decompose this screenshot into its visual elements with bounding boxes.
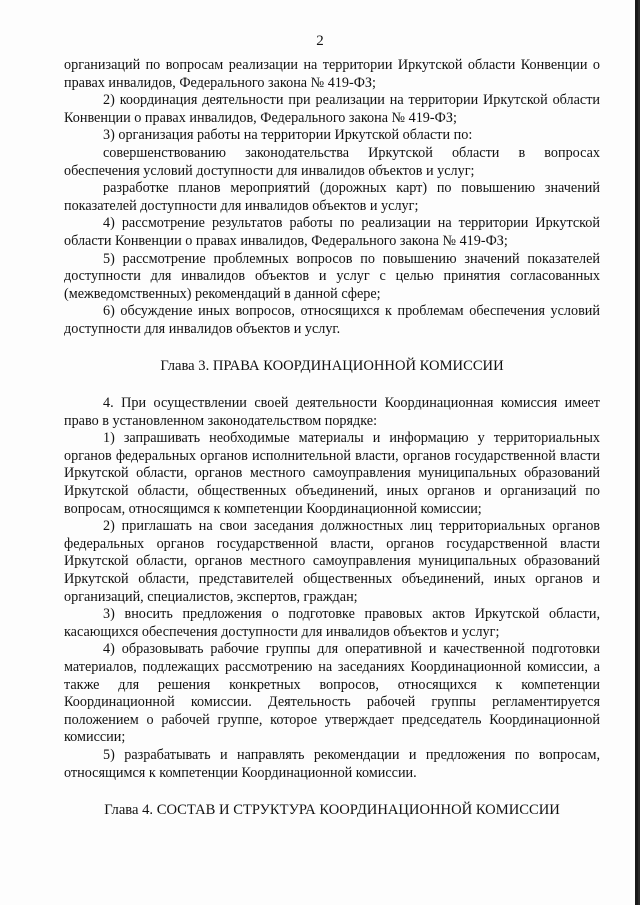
paragraph: совершенствованию законодательства Иркутской области в вопросах обеспечения условий доступности для инвалидов объектов и услуг; <box>64 144 600 179</box>
paragraph: разработке планов мероприятий (дорожных карт) по повышению значений показателей доступности для инвалидов объектов и услуг; <box>64 180 600 214</box>
page-number: 2 <box>316 33 324 49</box>
document-body <box>64 57 600 820</box>
paragraph: 4. При осуществлении своей деятельности Координационная комиссия имеет право в установленном законодательством порядке: <box>64 395 600 429</box>
chapter-3-heading: Глава 3. ПРАВА КООРДИНАЦИОННОЙ КОМИССИИ <box>160 357 504 374</box>
paragraph: 4) рассмотрение результатов работы по реализации на территории Иркутской области Конвенции о правах инвалидов, Федерального закона № 419-ФЗ; <box>64 215 600 249</box>
chapter-4-heading: Глава 4. СОСТАВ И СТРУКТУРА КООРДИНАЦИОННОЙ КОМИССИИ <box>104 802 560 819</box>
paragraph: 4) образовывать рабочие группы для оперативной и качественной подготовки материалов, подлежащих рассмотрению на заседаниях Координационной комиссии, а также для решения конкретных вопросов, относящихся к компетенции Координационной комиссии. Деятельность рабочей группы регламентируется положением о рабочей группе, которое утверждает председатель Координационной комиссии; <box>64 641 600 746</box>
scan-edge-border <box>635 0 638 905</box>
paragraph: 2) координация деятельности при реализации на территории Иркутской области Конвенции о правах инвалидов, Федерального закона № 419-ФЗ; <box>64 92 600 126</box>
paragraph: 3) вносить предложения о подготовке правовых актов Иркутской области, касающихся обеспечения доступности для инвалидов объектов и услуг; <box>64 606 600 640</box>
paragraph: организаций по вопросам реализации на территории Иркутской области Конвенции о правах инвалидов, Федерального закона № 419-ФЗ; <box>64 57 600 91</box>
paragraph: 2) приглашать на свои заседания должностных лиц территориальных органов федеральных органов государственной власти, органов государственной власти Иркутской области, органов местного самоуправления муниципальных образований Иркутской области, представителей общественных объединений, иных органов и организаций, специалистов, экспертов, граждан; <box>64 518 600 605</box>
paragraph: 3) организация работы на территории Иркутской области по: <box>103 127 473 144</box>
paragraph: 1) запрашивать необходимые материалы и информацию у территориальных органов федеральных органов исполнительной власти, органов государственной власти Иркутской области, органов местного самоуправления муниципальных образований Иркутской области, общественных объединений, иных органов и организаций по вопросам, относящимся к компетенции Координационной комиссии; <box>64 430 600 517</box>
paragraph: 6) обсуждение иных вопросов, относящихся к проблемам обеспечения условий доступности для инвалидов объектов и услуг. <box>64 303 600 337</box>
paragraph: 5) рассмотрение проблемных вопросов по повышению значений показателей доступности для инвалидов объектов и услуг с целью принятия согласованных (межведомственных) рекомендаций в данной сфере; <box>64 250 600 302</box>
paragraph: 5) разрабатывать и направлять рекомендации и предложения по вопросам, относящимся к компетенции Координационной комиссии. <box>64 746 600 781</box>
